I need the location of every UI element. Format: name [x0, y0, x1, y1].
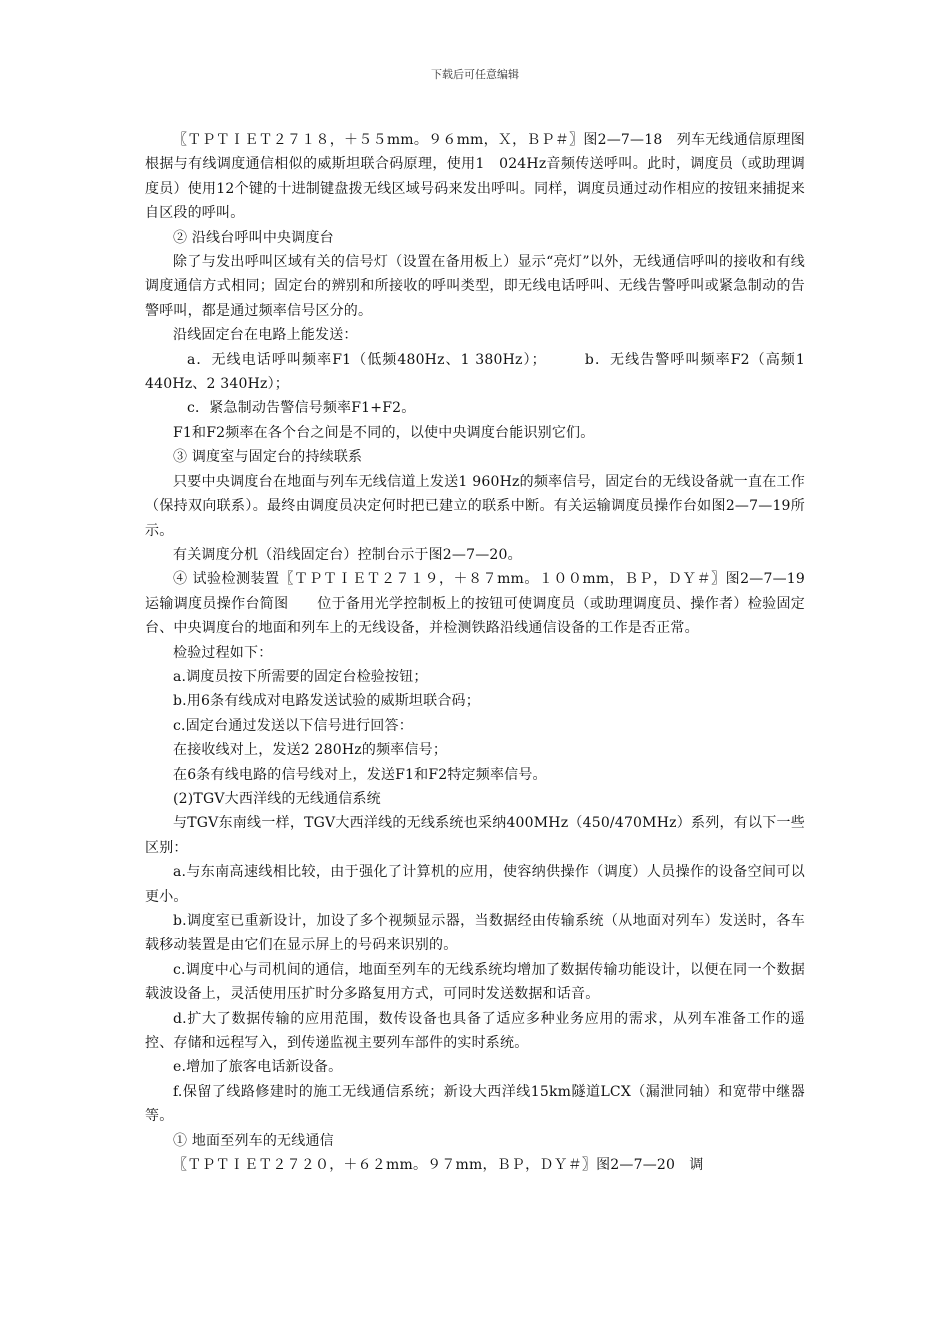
paragraph: 〖ＴＰＴＩＥＴ２７１８，＋５５mm。９６mm，Ｘ，ＢＰ＃〗图2—7—18 列车无线通信原理图 根据与有线调度通信相似的威斯坦联合码原理，使用1 024Hz音频传送呼叫。此时，调度员（或助理调度员）使用12个键的十进制键盘拨无线区域号码来发出呼叫。同样，调度员通过动作相应的按钮来捕捉来自区段的呼叫。 [145, 132, 834, 222]
paragraph: 与TGV东南线一样，TGV大西洋线的无线系统也采纳400MHz（450/470MHz）系列，有以下一些区别： [145, 815, 805, 856]
section-heading: ① 地面至列车的无线通信 [173, 1132, 334, 1149]
paragraph: 有关调度分机（沿线固定台）控制台示于图2—7—20。 [173, 546, 522, 563]
paragraph: 沿线固定台在电路上能发送： [173, 327, 358, 344]
document-body [145, 128, 834, 1177]
list-item: a.与东南高速线相比较，由于强化了计算机的应用，使容纳供操作（调度）人员操作的设备空间可以更小。 [145, 864, 805, 905]
paragraph: 只要中央调度台在地面与列车无线信道上发送1 960Hz的频率信号，固定台的无线设备就一直在工作（保持双向联系）。最终由调度员决定何时把已建立的联系中断。有关运输调度员操作台如图2—7—19所示。 [145, 473, 805, 539]
paragraph: F1和F2频率在各个台之间是不同的，以使中央调度台能识别它们。 [173, 424, 595, 441]
section-heading: (2)TGV大西洋线的无线通信系统 [173, 790, 381, 807]
list-item: c.调度中心与司机间的通信，地面至列车的无线系统均增加了数据传输功能设计，以便在同一个数据载波设备上，灵活使用压扩时分多路复用方式，可同时发送数据和话音。 [145, 961, 805, 1003]
list-item: 在6条有线电路的信号线对上，发送F1和F2特定频率信号。 [173, 766, 547, 783]
list-item: f.保留了线路修建时的施工无线通信系统；新设大西洋线15km隧道LCX（漏泄同轴）和宽带中继器等。 [145, 1083, 805, 1125]
list-item: a．无线电话呼叫频率F1（低频480Hz、1 380Hz）； b．无线告警呼叫频率F2（高频1 440Hz、2 340Hz）； [145, 351, 805, 393]
paragraph: ④ 试验检测装置〖ＴＰＴＩＥＴ２７１９，＋８７mm。１００mm，ＢＰ，ＤＹ＃〗图2—7—19 运输调度员操作台简图 位于备用光学控制板上的按钮可使调度员（或助理调度员、操作者）检验固定台、中央调度台的地面和列车上的无线设备，并检测铁路沿线通信设备的工作是否正常。 [145, 571, 820, 637]
list-item: b.用6条有线成对电路发送试验的威斯坦联合码； [173, 693, 480, 710]
paragraph: 〖ＴＰＴＩＥＴ２７２０，＋６２mm。９７mm，ＢＰ，ＤＹ＃〗图2—7—20 调 [173, 1157, 704, 1174]
section-heading: ② 沿线台呼叫中央调度台 [173, 229, 334, 246]
list-item: e.增加了旅客电话新设备。 [173, 1059, 343, 1076]
paragraph: 除了与发出呼叫区域有关的信号灯（设置在备用板上）显示“亮灯”以外，无线通信呼叫的接收和有线调度通信方式相同；固定台的辨别和所接收的呼叫类型，即无线电话呼叫、无线告警呼叫或紧急制动的告警呼叫，都是通过频率信号区分的。 [145, 254, 805, 319]
paragraph: 检验过程如下： [173, 644, 273, 661]
list-item: a.调度员按下所需要的固定台检验按钮； [173, 668, 428, 685]
page-header: 下载后可任意编辑 [431, 68, 519, 81]
section-heading: ③ 调度室与固定台的持续联系 [173, 449, 363, 466]
list-item: b.调度室已重新设计，加设了多个视频显示器，当数据经由传输系统（从地面对列车）发送时，各车载移动装置是由它们在显示屏上的号码来识别的。 [145, 913, 805, 954]
list-item: d.扩大了数据传输的应用范围，数传设备也具备了适应多种业务应用的需求，从列车准备工作的遥控、存储和远程写入，到传递监视主要列车部件的实时系统。 [145, 1010, 805, 1052]
list-item: c.固定台通过发送以下信号进行回答： [173, 717, 413, 734]
list-item: c．紧急制动告警信号频率F1+F2。 [187, 400, 416, 417]
list-item: 在接收线对上，发送2 280Hz的频率信号； [173, 742, 448, 759]
